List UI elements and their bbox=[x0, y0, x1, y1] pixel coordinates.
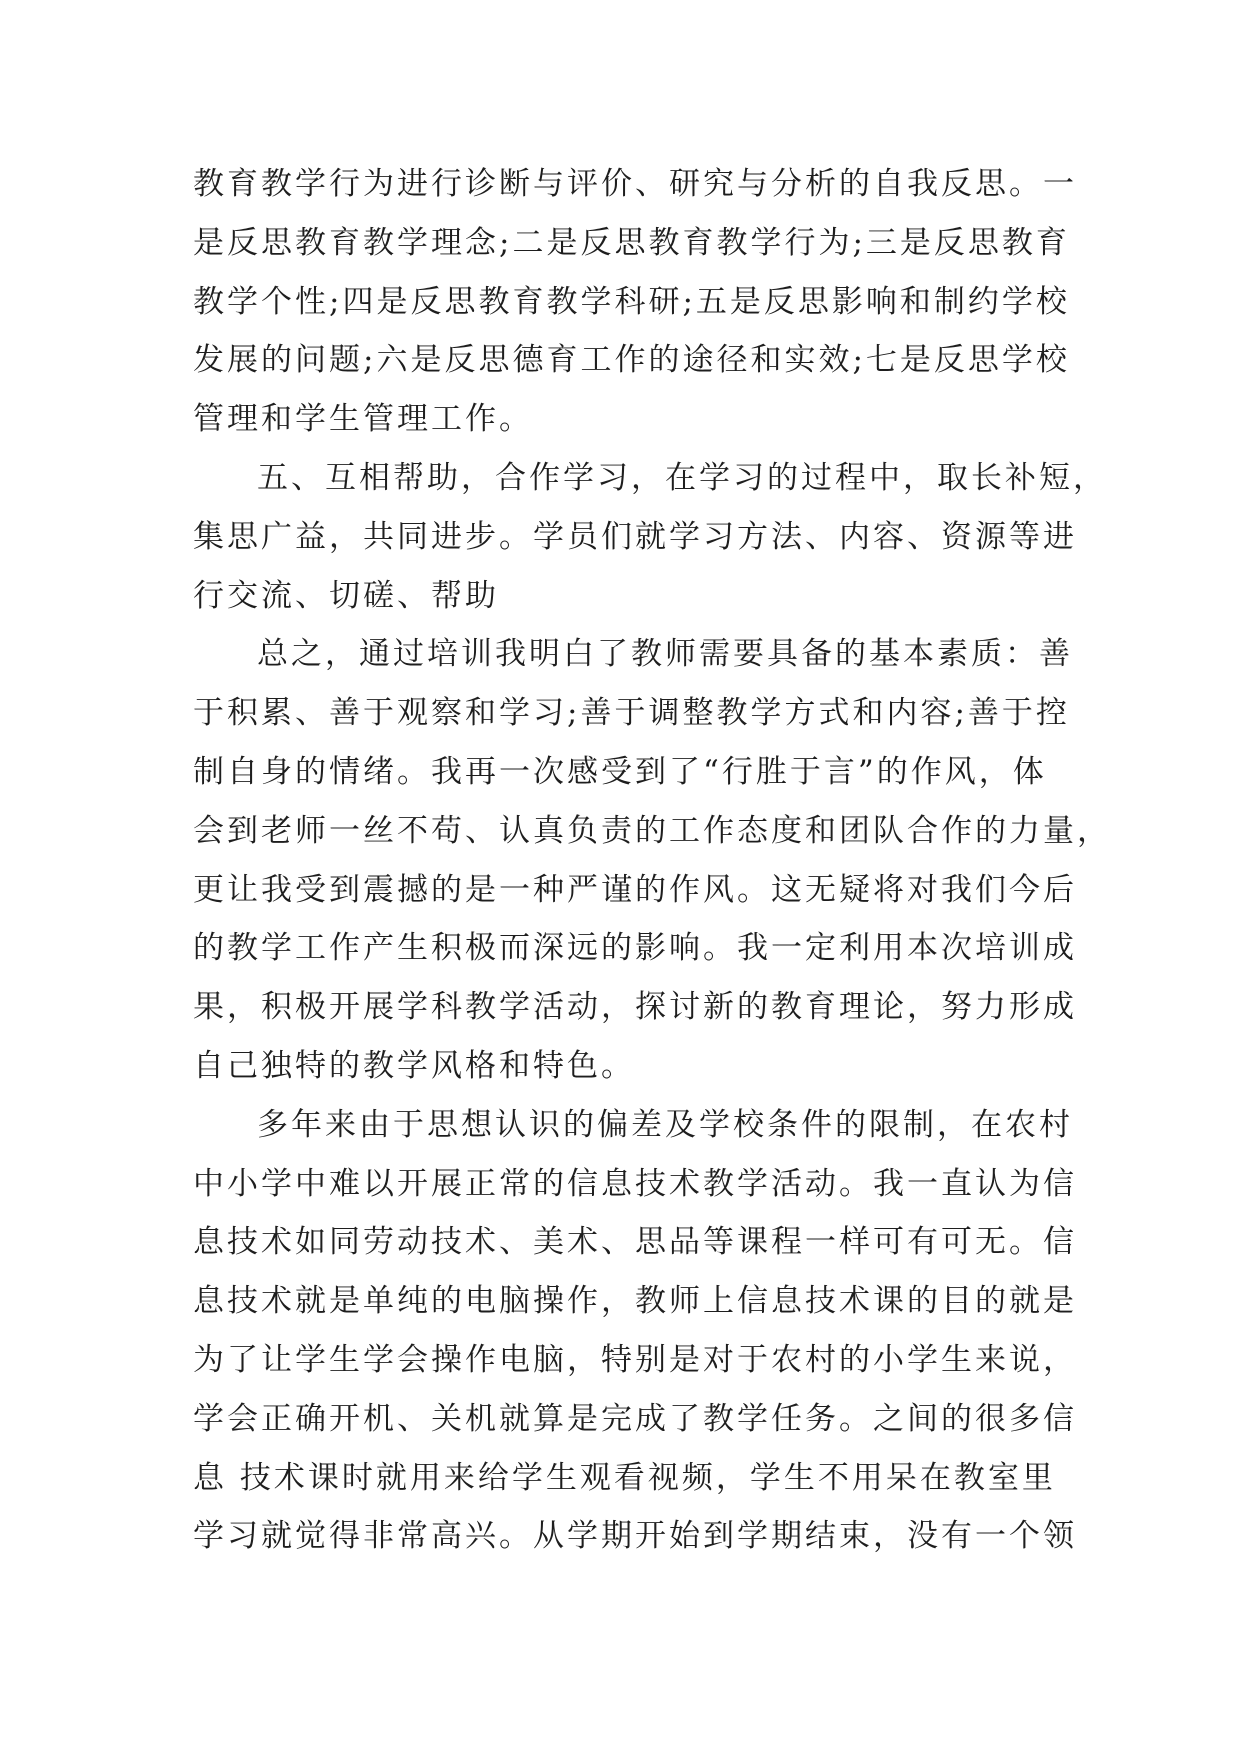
text-line: 学习就觉得非常高兴。从学期开始到学期结束，没有一个领 bbox=[193, 1518, 1077, 1555]
paragraph-it-teaching bbox=[193, 1096, 1077, 1566]
paragraph-cooperation bbox=[193, 449, 1107, 625]
text-line: 会到老师一丝不苟、认真负责的工作态度和团队合作的力量， bbox=[193, 812, 1111, 849]
text-line: 为了让学生学会操作电脑，特别是对于农村的小学生来说， bbox=[193, 1341, 1077, 1378]
text-line: 学会正确开机、关机就算是完成了教学任务。之间的很多信 bbox=[193, 1400, 1077, 1437]
paragraph-summary bbox=[193, 625, 1111, 1095]
text-line: 息技术如同劳动技术、美术、思品等课程一样可有可无。信 bbox=[193, 1224, 1077, 1261]
text-line: 是反思教育教学理念;二是反思教育教学行为;三是反思教育 bbox=[193, 224, 1070, 261]
text-line: 的教学工作产生积极而深远的影响。我一定利用本次培训成 bbox=[193, 930, 1077, 967]
text-line: 教学个性;四是反思教育教学科研;五是反思影响和制约学校 bbox=[193, 283, 1070, 320]
text-line: 中小学中难以开展正常的信息技术教学活动。我一直认为信 bbox=[193, 1165, 1077, 1202]
text-line: 果，积极开展学科教学活动，探讨新的教育理论，努力形成 bbox=[193, 989, 1077, 1026]
text-line: 制自身的情绪。我再一次感受到了“行胜于言”的作风，体 bbox=[193, 753, 1047, 790]
text-line: 息 技术课时就用来给学生观看视频，学生不用呆在教室里 bbox=[193, 1459, 1056, 1496]
text-line: 行交流、切磋、帮助 bbox=[193, 577, 499, 614]
text-line: 管理和学生管理工作。 bbox=[193, 401, 533, 438]
text-line: 集思广益，共同进步。学员们就学习方法、内容、资源等进 bbox=[193, 518, 1077, 555]
text-line: 多年来由于思想认识的偏差及学校条件的限制，在农村 bbox=[257, 1106, 1073, 1143]
text-line: 五、互相帮助，合作学习，在学习的过程中，取长补短， bbox=[257, 459, 1107, 496]
document-body bbox=[193, 155, 1111, 1566]
text-line: 教育教学行为进行诊断与评价、研究与分析的自我反思。一 bbox=[193, 166, 1077, 202]
paragraph-reflection bbox=[193, 155, 1077, 449]
text-line: 总之，通过培训我明白了教师需要具备的基本素质：善 bbox=[257, 636, 1073, 673]
text-line: 更让我受到震撼的是一种严谨的作风。这无疑将对我们今后 bbox=[193, 871, 1077, 908]
text-line: 发展的问题;六是反思德育工作的途径和实效;七是反思学校 bbox=[193, 342, 1070, 379]
text-line: 自己独特的教学风格和特色。 bbox=[193, 1047, 635, 1084]
text-line: 于积累、善于观察和学习;善于调整教学方式和内容;善于控 bbox=[193, 695, 1070, 732]
text-line: 息技术就是单纯的电脑操作，教师上信息技术课的目的就是 bbox=[193, 1283, 1077, 1320]
